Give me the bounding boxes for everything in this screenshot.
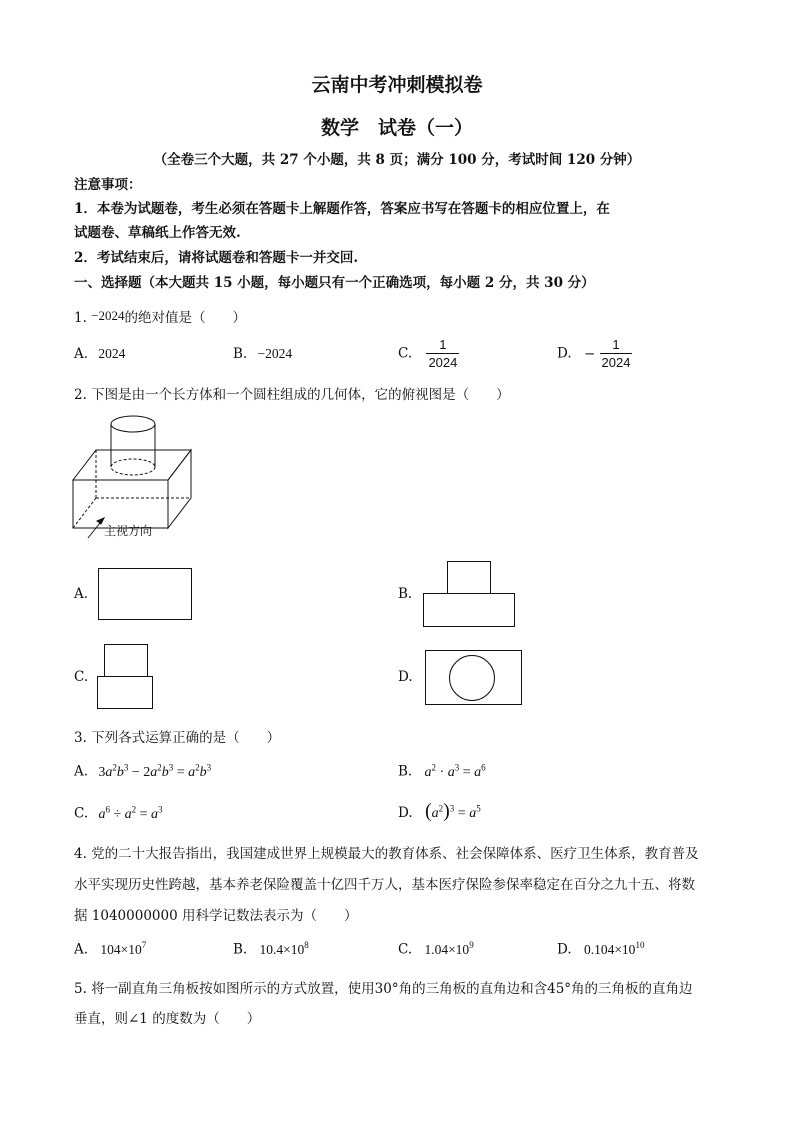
q2-option-b-figure-base[interactable] <box>423 593 515 627</box>
q1-option-c[interactable]: C. $\frac{1}{2024}$ <box>398 337 458 370</box>
q3-option-c[interactable]: C. $a^6 \div a^2 = a^3$ <box>74 804 163 822</box>
q2-option-a-label[interactable]: A. <box>74 586 89 602</box>
section-1-heading: 一、选择题（本大题共 15 小题，每小题只有一个正确选项，每小题 2 分，共 30 分） <box>74 275 595 291</box>
q1-option-a[interactable]: A. 2024 <box>74 346 126 362</box>
q1-d-fraction: $\frac{1}{2024}$ <box>601 337 631 370</box>
exam-info: （全卷三个大题，共 27 个小题，共 8 页；满分 100 分，考试时间 120 分钟） <box>153 152 641 168</box>
q2-option-c-label[interactable]: C. <box>74 669 89 685</box>
q4-option-c[interactable]: C. $1.04\times 10^9$ <box>398 940 474 958</box>
question-3-stem: 3. 下列各式运算正确的是（ ） <box>74 730 281 746</box>
q2-option-c-figure-top[interactable] <box>104 644 148 678</box>
q2-option-b-figure-top[interactable] <box>447 561 491 595</box>
notice-heading: 注意事项： <box>74 177 142 193</box>
notice-item-1: 1．本卷为试题卷，考生必须在答题卡上解题作答，答案应书写在答题卡的相应位置上，在 <box>74 201 610 217</box>
q3-option-b[interactable]: B. $a^2 \cdot a^3 = a^6$ <box>398 762 486 780</box>
question-1-stem: 1. −2024的绝对值是（ ） <box>74 308 247 326</box>
question-5-line-2: 垂直，则∠1 的度数为（ ） <box>74 1011 261 1027</box>
q1-expression: −2024 <box>91 308 125 323</box>
notice-item-1-cont: 试题卷、草稿纸上作答无效. <box>74 225 241 241</box>
q3-option-d[interactable]: D. $(a^2)^3 = a^5$ <box>398 800 481 822</box>
question-4-line-1: 4. 党的二十大报告指出，我国建成世界上规模最大的教育体系、社会保障体系、医疗卫生体系，教育普及 <box>74 846 699 862</box>
exam-subtitle: 数学 试卷（一） <box>320 117 473 139</box>
q2-option-a-figure[interactable] <box>98 568 192 620</box>
q3-b-formula: $a^2 \cdot a^3 = a^6$ <box>424 762 486 780</box>
q1-option-b[interactable]: B. −2024 <box>233 346 293 362</box>
q1-option-d[interactable]: D. − $\frac{1}{2024}$ <box>557 337 631 370</box>
q2-option-d-label[interactable]: D. <box>398 669 413 685</box>
question-4-line-3: 据 1040000000 用科学记数法表示为（ ） <box>74 908 358 924</box>
q2-option-d-circle <box>449 655 495 701</box>
q1-c-fraction: $\frac{1}{2024}$ <box>428 337 458 370</box>
question-5-line-1: 5. 将一副直角三角板按如图所示的方式放置，使用30°角的三角板的直角边和含45°角的三角板的直角边 <box>74 981 693 997</box>
q3-a-formula: $3a^2b^3 - 2a^2b^3 = a^2b^3$ <box>98 762 212 780</box>
question-4-line-2: 水平实现历史性跨越，基本养老保险覆盖十亿四千万人，基本医疗保险参保率稳定在百分之九十五、将数 <box>74 877 695 893</box>
q3-option-a[interactable]: A. $3a^2b^3 - 2a^2b^3 = a^2b^3$ <box>74 762 212 780</box>
question-2-stem: 2. 下图是由一个长方体和一个圆柱组成的几何体，它的俯视图是（ ） <box>74 387 510 403</box>
q3-d-formula: $(a^2)^3 = a^5$ <box>424 800 481 822</box>
q3-c-formula: $a^6 \div a^2 = a^3$ <box>98 804 163 822</box>
q4-option-d[interactable]: D. $0.104\times 10^{10}$ <box>557 940 645 958</box>
q2-option-c-figure-base[interactable] <box>97 676 153 709</box>
q4-option-a[interactable]: A. $104\times 10^7$ <box>74 940 147 958</box>
q2-view-direction-label: 主视方向 <box>104 524 153 538</box>
q4-option-b[interactable]: B. $10.4\times 10^8$ <box>233 940 309 958</box>
exam-title: 云南中考冲刺模拟卷 <box>311 74 483 96</box>
q2-option-b-label[interactable]: B. <box>398 586 413 602</box>
notice-item-2: 2．考试结束后，请将试题卷和答题卡一并交回. <box>74 250 359 266</box>
